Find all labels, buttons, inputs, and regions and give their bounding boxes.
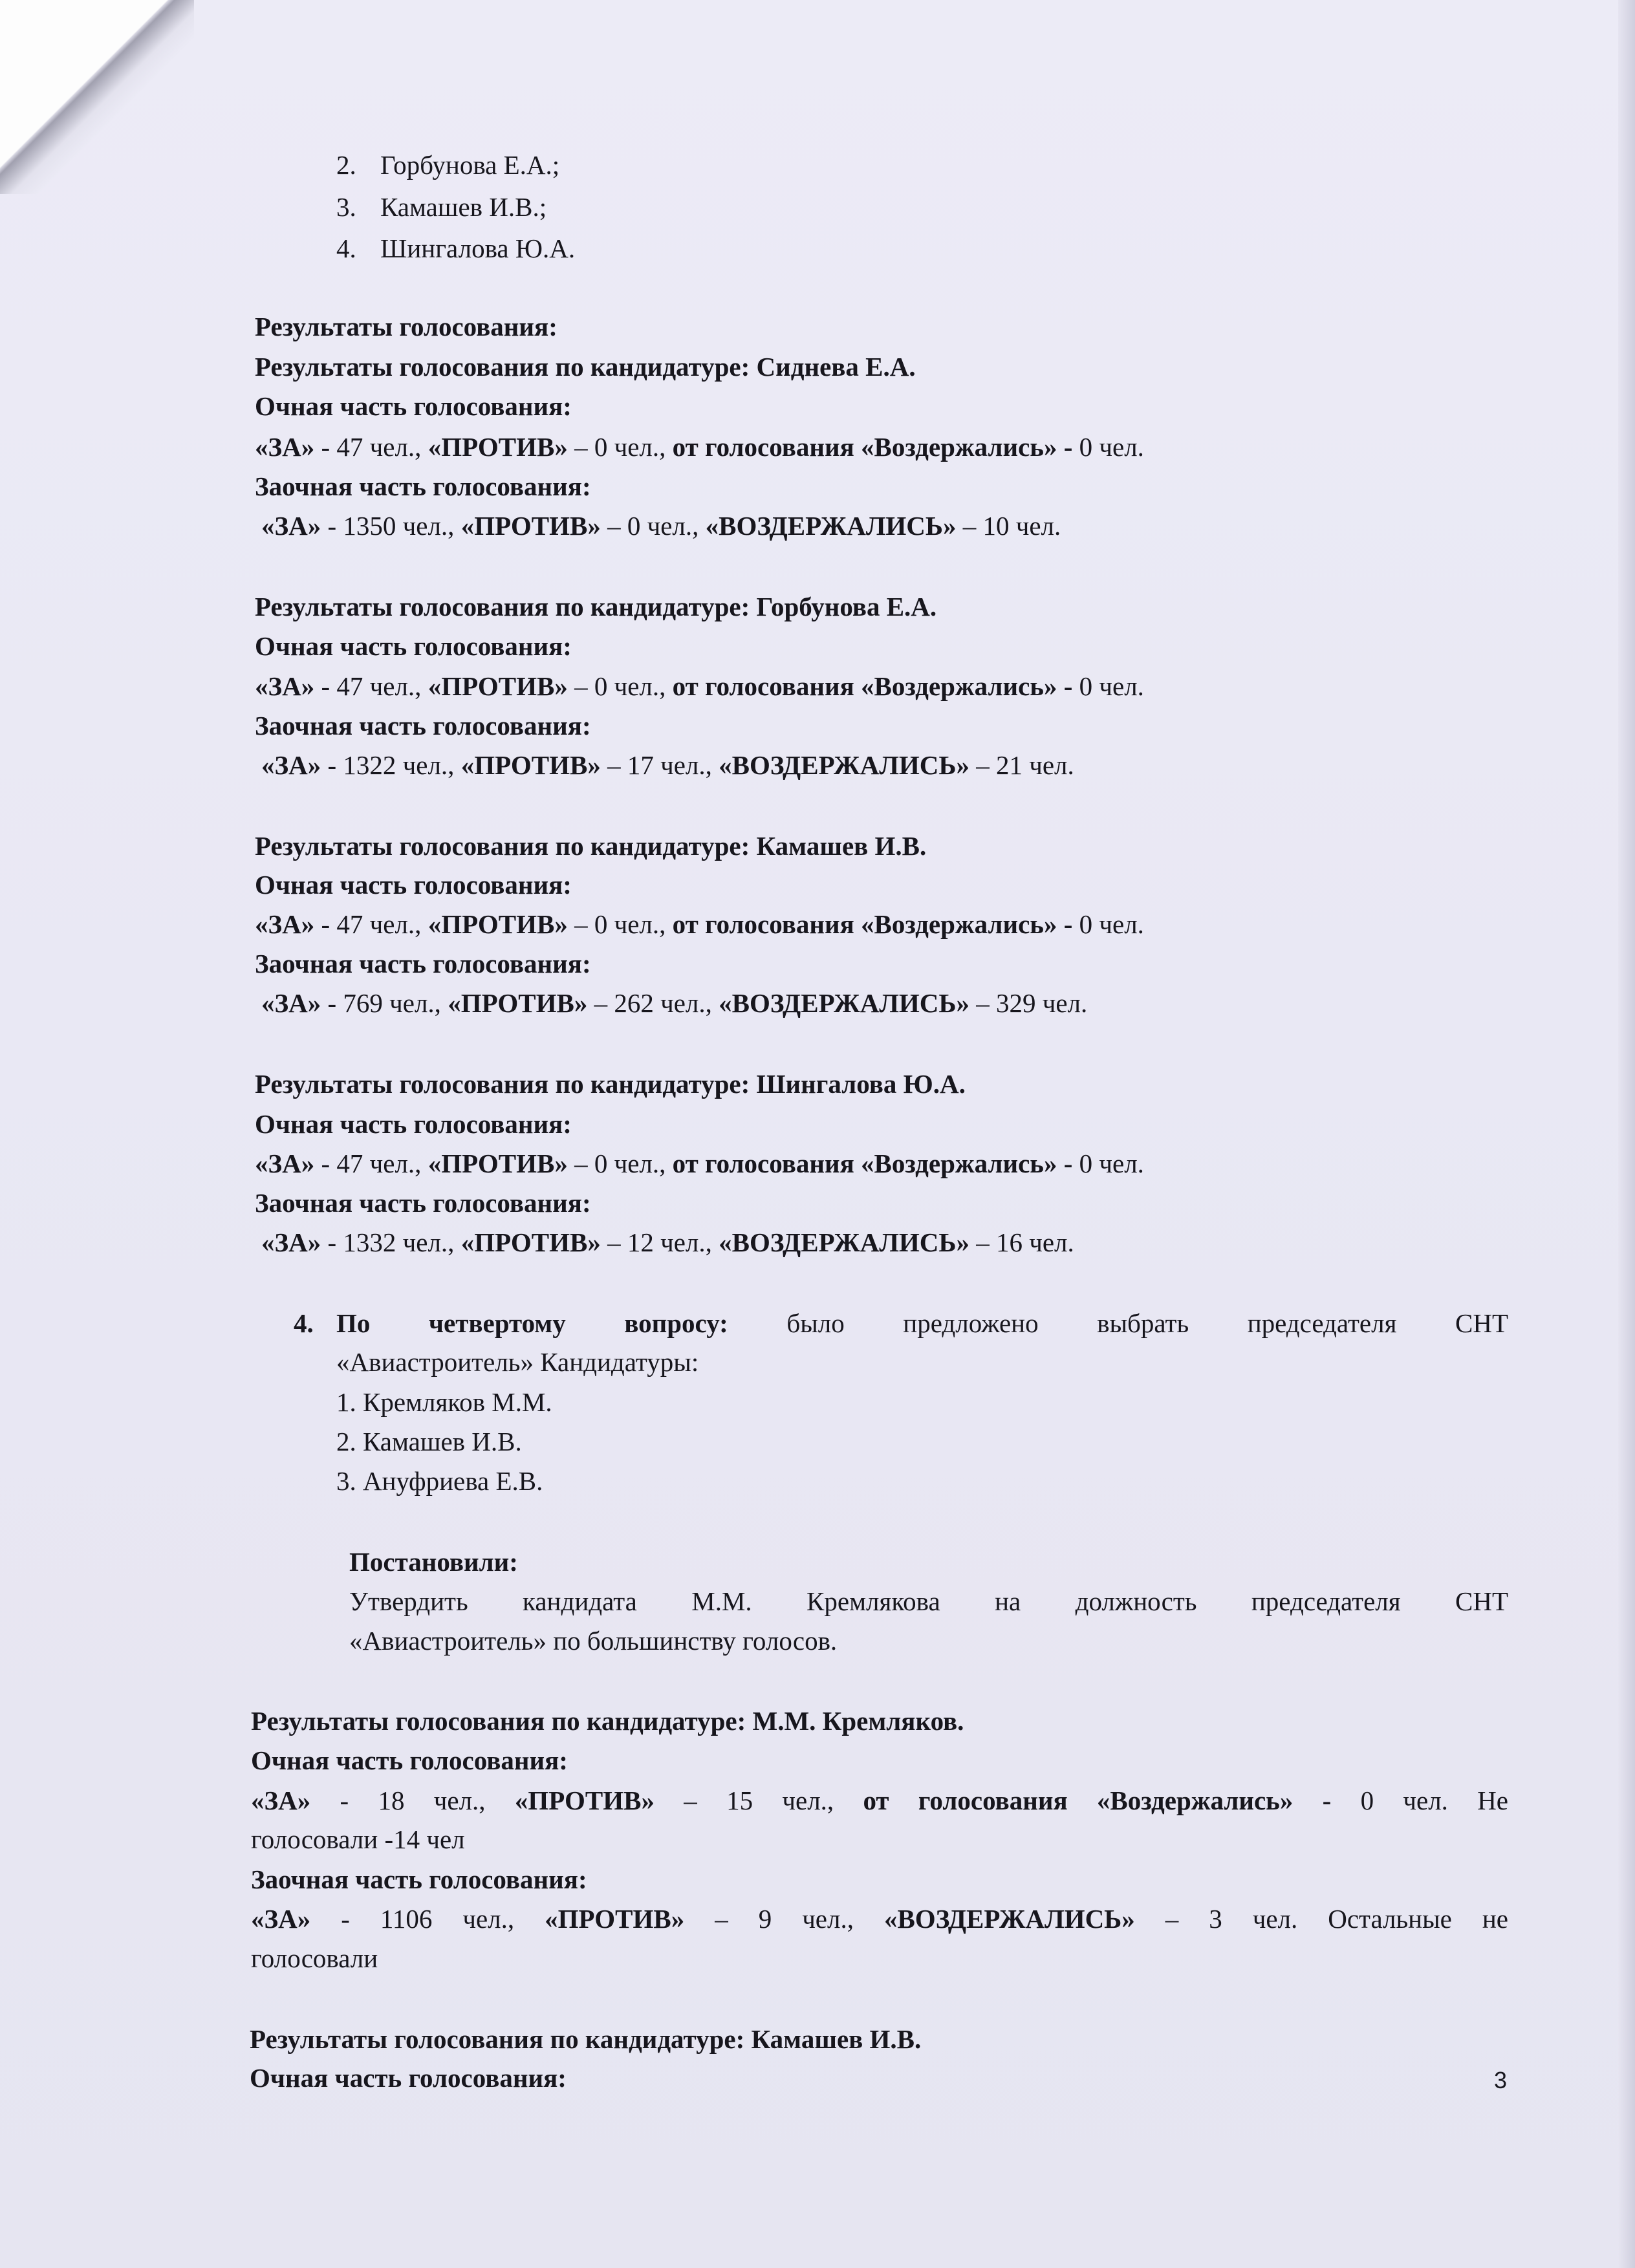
- in-person-votes: «ЗА» - 47 чел., «ПРОТИВ» – 0 чел., от голосования «Воздержались» - 0 чел.: [255, 1149, 1144, 1178]
- in-person-label: Очная часть голосования:: [251, 1745, 568, 1775]
- list-item: 3. Ануфриева Е.В.: [336, 1466, 543, 1496]
- absentee-votes: «ЗА» - 1322 чел., «ПРОТИВ» – 17 чел., «ВОЗДЕРЖАЛИСЬ» – 21 чел.: [261, 750, 1074, 780]
- absentee-label: Заочная часть голосования:: [255, 711, 591, 740]
- list-item: 2. Камашев И.В.: [336, 1427, 522, 1456]
- in-person-label: Очная часть голосования:: [250, 2063, 567, 2093]
- list-item: 1. Кремляков М.М.: [336, 1387, 552, 1417]
- absentee-label: Заочная часть голосования:: [255, 949, 591, 978]
- in-person-label: Очная часть голосования:: [255, 391, 572, 421]
- absentee-votes: «ЗА» - 1332 чел., «ПРОТИВ» – 12 чел., «ВОЗДЕРЖАЛИСЬ» – 16 чел.: [261, 1227, 1074, 1257]
- in-person-label: Очная часть голосования:: [255, 631, 572, 661]
- absentee-votes: «ЗА» - 769 чел., «ПРОТИВ» – 262 чел., «ВОЗДЕРЖАЛИСЬ» – 329 чел.: [261, 988, 1088, 1018]
- fold-shadow: [0, 0, 194, 194]
- list-item: 2. Горбунова Е.А.;: [336, 150, 560, 180]
- candidate-result-title: Результаты голосования по кандидатуре: Камашев И.В.: [255, 831, 927, 861]
- question-text: По четвертому вопросу: было предложено выбрать председателя СНТ: [336, 1308, 1508, 1338]
- page-edge: [1618, 0, 1635, 2268]
- absentee-votes: «ЗА» - 1350 чел., «ПРОТИВ» – 0 чел., «ВОЗДЕРЖАЛИСЬ» – 10 чел.: [261, 511, 1061, 541]
- in-person-label: Очная часть голосования:: [255, 870, 572, 900]
- results-heading: Результаты голосования:: [255, 312, 558, 341]
- absentee-votes-cont: голосовали: [251, 1943, 378, 1973]
- list-item: 3. Камашев И.В.;: [336, 192, 547, 222]
- candidate-result-title: Результаты голосования по кандидатуре: Шингалова Ю.А.: [255, 1069, 966, 1099]
- in-person-label: Очная часть голосования:: [255, 1109, 572, 1139]
- question-number: 4.: [294, 1308, 314, 1338]
- absentee-label: Заочная часть голосования:: [251, 1864, 587, 1894]
- resolution-text: «Авиастроитель» по большинству голосов.: [349, 1626, 838, 1656]
- candidate-result-title: Результаты голосования по кандидатуре: М.М. Кремляков.: [251, 1706, 964, 1736]
- candidate-result-title: Результаты голосования по кандидатуре: Сиднева Е.А.: [255, 352, 916, 382]
- resolved-label: Постановили:: [349, 1547, 518, 1577]
- list-item: 4. Шингалова Ю.А.: [336, 233, 576, 263]
- page-number: 3: [1494, 2067, 1508, 2093]
- absentee-votes: «ЗА» - 1106 чел., «ПРОТИВ» – 9 чел., «ВОЗДЕРЖАЛИСЬ» – 3 чел. Остальные не: [251, 1904, 1508, 1934]
- candidate-result-title: Результаты голосования по кандидатуре: Камашев И.В.: [250, 2024, 922, 2054]
- in-person-votes: «ЗА» - 47 чел., «ПРОТИВ» – 0 чел., от голосования «Воздержались» - 0 чел.: [255, 909, 1144, 939]
- absentee-label: Заочная часть голосования:: [255, 471, 591, 501]
- in-person-votes: «ЗА» - 47 чел., «ПРОТИВ» – 0 чел., от голосования «Воздержались» - 0 чел.: [255, 671, 1144, 701]
- in-person-votes: «ЗА» - 47 чел., «ПРОТИВ» – 0 чел., от голосования «Воздержались» - 0 чел.: [255, 432, 1144, 462]
- absentee-label: Заочная часть голосования:: [255, 1188, 591, 1218]
- in-person-votes-cont: голосовали -14 чел: [251, 1824, 465, 1854]
- candidate-result-title: Результаты голосования по кандидатуре: Горбунова Е.А.: [255, 592, 937, 621]
- in-person-votes: «ЗА» - 18 чел., «ПРОТИВ» – 15 чел., от голосования «Воздержались» - 0 чел. Не: [251, 1786, 1508, 1815]
- resolution-text: Утвердить кандидата М.М. Кремлякова на должность председателя СНТ: [349, 1586, 1508, 1616]
- question-text: «Авиастроитель» Кандидатуры:: [336, 1347, 699, 1377]
